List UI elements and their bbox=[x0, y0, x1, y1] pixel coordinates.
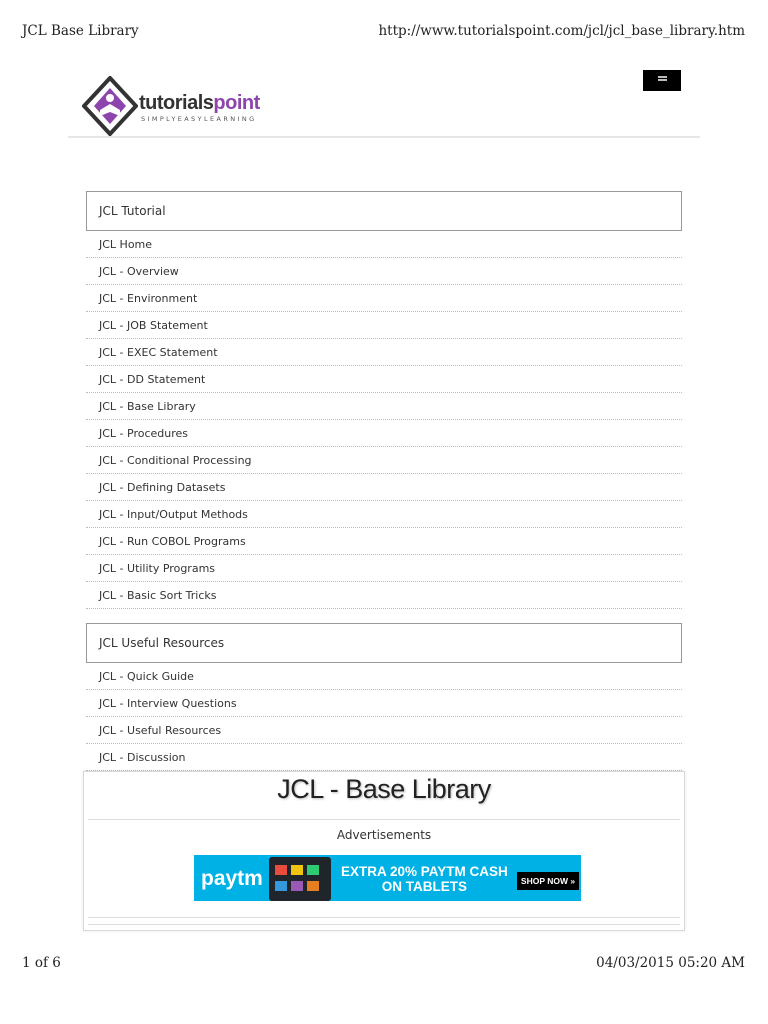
print-footer-datetime: 04/03/2015 05:20 AM bbox=[596, 955, 745, 971]
sidebar-link[interactable]: JCL - DD Statement bbox=[86, 366, 682, 393]
menu-button[interactable] bbox=[643, 70, 681, 91]
divider bbox=[88, 924, 680, 925]
sidebar-link[interactable]: JCL - Defining Datasets bbox=[86, 474, 682, 501]
logo-word-point: point bbox=[213, 92, 260, 114]
logo-word-tutorials: tutorials bbox=[139, 92, 214, 114]
logo-diamond-icon bbox=[82, 76, 138, 136]
print-header-title: JCL Base Library bbox=[22, 23, 139, 39]
sidebar-link[interactable]: JCL - Useful Resources bbox=[86, 717, 682, 744]
sidebar-resources-list bbox=[86, 663, 682, 771]
divider bbox=[88, 819, 680, 820]
sidebar-link[interactable]: JCL - Utility Programs bbox=[86, 555, 682, 582]
sidebar-link[interactable]: JCL - Conditional Processing bbox=[86, 447, 682, 474]
hamburger-menu-icon bbox=[658, 76, 667, 78]
ads-label: Advertisements bbox=[336, 828, 432, 842]
ad-headline bbox=[341, 864, 508, 894]
logo-wordmark bbox=[139, 92, 260, 115]
sidebar-link[interactable]: JCL Home bbox=[86, 231, 682, 258]
ad-shop-now-button[interactable]: SHOP NOW » bbox=[517, 872, 579, 890]
ad-banner[interactable] bbox=[194, 855, 581, 901]
sidebar-tutorial-heading: JCL Tutorial bbox=[86, 191, 682, 231]
sidebar-link[interactable]: JCL - Interview Questions bbox=[86, 690, 682, 717]
sidebar-link[interactable]: JCL - Basic Sort Tricks bbox=[86, 582, 682, 609]
page-title: JCL - Base Library bbox=[277, 774, 491, 804]
main-content bbox=[83, 771, 685, 931]
divider bbox=[88, 917, 680, 918]
ad-brand-logo: paytm bbox=[201, 867, 263, 890]
logo-tagline: SIMPLYEASYLEARNING bbox=[141, 115, 257, 123]
sidebar-link[interactable]: JCL - Discussion bbox=[86, 744, 682, 771]
sidebar-link[interactable]: JCL - JOB Statement bbox=[86, 312, 682, 339]
print-footer-page: 1 of 6 bbox=[22, 955, 61, 971]
hamburger-menu-icon-bar bbox=[658, 79, 667, 81]
sidebar-link[interactable]: JCL - Input/Output Methods bbox=[86, 501, 682, 528]
sidebar-link[interactable]: JCL - Environment bbox=[86, 285, 682, 312]
site-header bbox=[68, 60, 700, 138]
sidebar-link[interactable]: JCL - EXEC Statement bbox=[86, 339, 682, 366]
sidebar-link[interactable]: JCL - Run COBOL Programs bbox=[86, 528, 682, 555]
sidebar-link[interactable]: JCL - Quick Guide bbox=[86, 663, 682, 690]
sidebar-resources-heading: JCL Useful Resources bbox=[86, 623, 682, 663]
ad-line-2: ON TABLETS bbox=[381, 879, 468, 894]
print-header-url: http://www.tutorialspoint.com/jcl/jcl_base_library.htm bbox=[378, 23, 745, 39]
ad-line-1: EXTRA 20% PAYTM CASH bbox=[341, 864, 508, 879]
sidebar-link[interactable]: JCL - Overview bbox=[86, 258, 682, 285]
tablet-image-icon bbox=[269, 857, 331, 901]
tutorialspoint-logo[interactable] bbox=[82, 76, 282, 136]
sidebar-tutorial-list bbox=[86, 231, 682, 609]
sidebar-link[interactable]: JCL - Base Library bbox=[86, 393, 682, 420]
sidebar-link[interactable]: JCL - Procedures bbox=[86, 420, 682, 447]
